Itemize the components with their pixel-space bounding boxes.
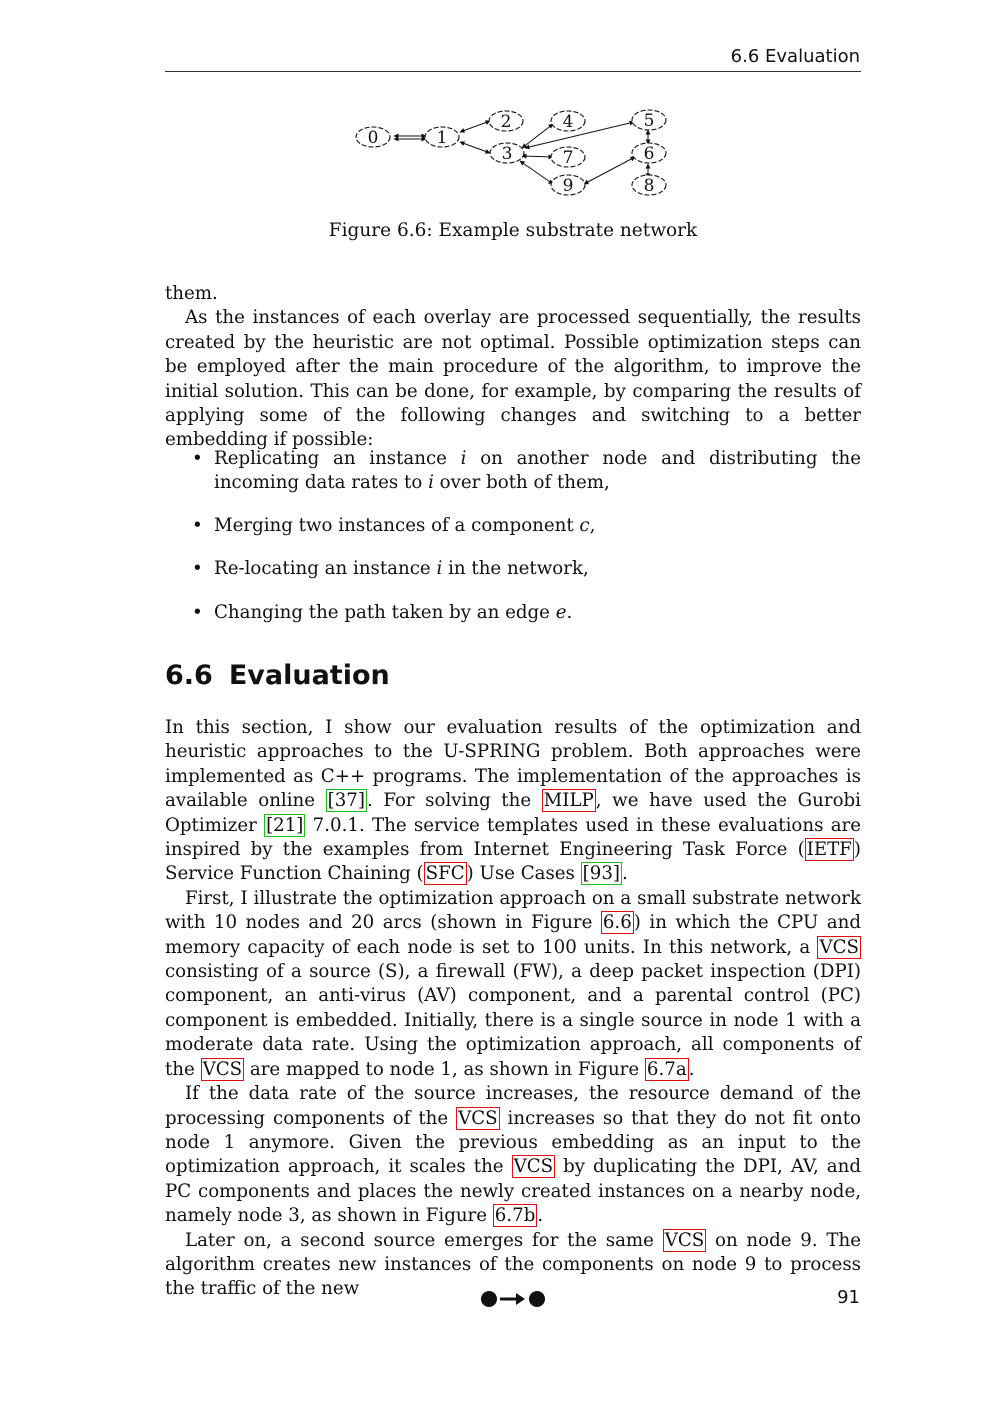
dot-arrow-dot-icon <box>480 1288 546 1310</box>
paragraph-optimization-steps: As the instances of each overlay are processed sequentially, the results created by the heuristic are not optimal. Possible optimization steps can be employed after the main procedure of the algorithm, to improve the initial solution. This can be done, for example, by comparing the results of applying some of the following changes and switching to a better embedding if possible: <box>165 307 861 451</box>
arc-9-6 <box>584 157 635 184</box>
node-9 <box>551 175 585 196</box>
text-run: Changing the path taken by an edge <box>214 602 556 623</box>
citation-link[interactable]: [37] <box>327 790 365 812</box>
acronym-link[interactable]: SFC <box>425 863 465 885</box>
node-0-label: 0 <box>367 128 379 148</box>
evaluation-text <box>165 716 861 1302</box>
continuation-line: them. <box>165 283 218 304</box>
text-run: In this section, I show our evaluation results of the optimization and heuristic approaches to the U-SPRING problem. Both approaches were implemented as C++ programs. The implementation of the approaches is available online <box>165 717 861 812</box>
text-run: Merging two instances of a component <box>214 515 580 536</box>
intro-text <box>165 282 861 453</box>
optimization-step-list-4 <box>192 601 861 625</box>
math-var: i <box>460 448 467 469</box>
text-run: over both of them, <box>433 472 610 494</box>
text-run: First, I illustrate the optimization approach on a small substrate network with 10 nodes and 20 arcs (shown in Figure <box>165 887 861 934</box>
node-0 <box>356 127 390 148</box>
figure-ref-link[interactable]: 6.6 <box>602 912 632 934</box>
list-item <box>192 447 861 496</box>
text-run: If the data rate of the source increases, the resource demand of the processing components of the <box>165 1083 861 1129</box>
node-4 <box>551 111 585 132</box>
list-item <box>192 514 861 538</box>
node-1 <box>425 127 459 148</box>
paragraph-scaling <box>165 1082 861 1228</box>
paragraph-intro <box>165 716 861 887</box>
node-7 <box>551 147 585 168</box>
text-run: ) in which the CPU and memory capacity of each node is set to 100 units. In this network, a <box>165 912 861 958</box>
acronym-link[interactable]: VCS <box>819 936 859 958</box>
arc-3-7 <box>522 156 553 157</box>
node-3-label: 3 <box>501 144 513 164</box>
text-run: . <box>622 863 628 885</box>
acronym-link[interactable]: MILP <box>543 790 594 812</box>
list-item <box>192 601 861 625</box>
node-2 <box>489 111 523 132</box>
math-var: i <box>436 558 443 579</box>
text-run: increases so that they do not fit onto node 1 anymore. Given the previous embedding as an input to the optimization approach, it scales the <box>165 1107 861 1178</box>
network-diagram <box>350 104 680 200</box>
text-run: on node 9. The algorithm creates new instances of the components on node 9 to process the traffic of the new <box>165 1229 861 1300</box>
optimization-step-list <box>192 447 861 496</box>
arc-1-3 <box>460 142 490 153</box>
text-run: Replicating an instance <box>214 448 461 469</box>
section-title: Evaluation <box>228 660 390 691</box>
optimization-step-list-2 <box>192 514 861 538</box>
node-2-label: 2 <box>500 112 512 132</box>
node-5-label: 5 <box>643 111 655 131</box>
citation-link[interactable]: [21] <box>266 814 304 836</box>
text-run: are mapped to node 1, as shown in Figure <box>244 1058 645 1080</box>
math-var: c <box>579 515 590 536</box>
node-8 <box>632 175 666 196</box>
text-run: Later on, a second source emerges for the same <box>185 1229 663 1251</box>
substrate-network-figure <box>350 104 680 200</box>
node-8-label: 8 <box>643 176 655 196</box>
text-run: by duplicating the DPI, AV, and PC components and places the newly created instances on a nearby node, namely node 3, as shown in Figure <box>165 1156 861 1227</box>
text-run: ) Service Function Chaining ( <box>165 839 861 885</box>
arc-1-2 <box>460 121 490 132</box>
arc-3-9 <box>520 161 553 184</box>
text-run: . <box>537 1205 544 1227</box>
acronym-link[interactable]: VCS <box>458 1107 498 1129</box>
text-run: consisting of a source (S), a firewall (FW), a deep packet inspection (DPI) component, an anti-virus (AV) component, and a parental control (PC) component is embedded. Initially, there is a single source in node 1 with a moderate data rate. Using the optimization approach, all components of the <box>165 961 861 1080</box>
node-6 <box>632 143 666 164</box>
section-number: 6.6 <box>165 660 213 691</box>
node-5 <box>632 110 666 131</box>
text-run: on another node and distributing the incoming data rates to <box>214 448 862 494</box>
section-heading <box>165 660 390 691</box>
acronym-link[interactable]: VCS <box>202 1058 243 1080</box>
acronym-link[interactable]: VCS <box>513 1156 554 1178</box>
node-9-label: 9 <box>562 176 574 196</box>
text-run: . <box>688 1058 695 1080</box>
node-7-label: 7 <box>562 148 574 168</box>
figure-ref-link[interactable]: 6.7a <box>646 1058 687 1080</box>
running-header: 6.6 Evaluation <box>730 46 860 67</box>
acronym-link[interactable]: IETF <box>806 839 852 861</box>
node-6-label: 6 <box>643 144 655 164</box>
figure-caption: Figure 6.6: Example substrate network <box>328 220 698 241</box>
math-var: i <box>428 472 434 494</box>
paragraph-first-illustration <box>165 887 861 1082</box>
acronym-link[interactable]: VCS <box>664 1229 705 1251</box>
figure-ref-link[interactable]: 6.7b <box>494 1205 536 1227</box>
arc-3-4 <box>522 124 553 148</box>
text-run: 7.0.1. The service templates used in these evaluations are inspired by the examples from Internet Engineering Task Force ( <box>165 814 861 861</box>
text-run: ) Use Cases <box>466 863 581 885</box>
text-run: in the network, <box>442 558 589 579</box>
node-3 <box>490 143 524 164</box>
text-run: , we have used the Gurobi Optimizer <box>165 790 862 836</box>
node-4-label: 4 <box>562 112 574 132</box>
footer-logo <box>480 1288 546 1310</box>
text-run: . For solving the <box>366 790 542 812</box>
text-run: , <box>589 515 596 536</box>
text-run: . <box>566 602 573 623</box>
math-var: e <box>555 602 567 623</box>
page-number: 91 <box>837 1287 860 1308</box>
node-1-label: 1 <box>436 128 448 148</box>
optimization-step-list-3 <box>192 557 861 581</box>
text-run: Re-locating an instance <box>214 558 437 579</box>
list-item <box>192 557 861 581</box>
citation-link[interactable]: [93] <box>582 863 621 885</box>
header-rule <box>165 71 861 72</box>
